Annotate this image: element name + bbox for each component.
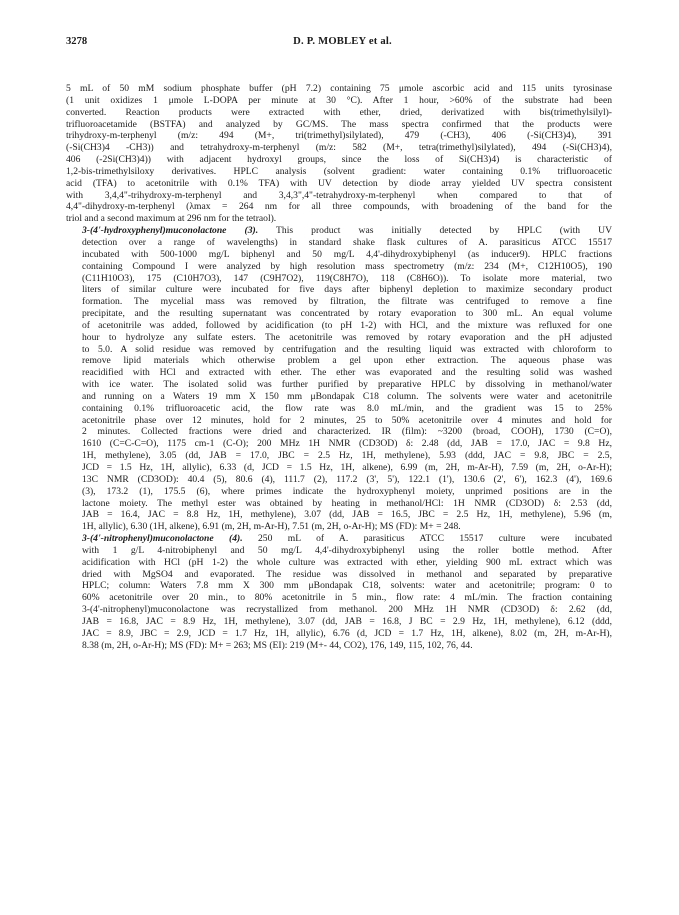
text-line: dried with MgSO4 and evaporated. The residue was dissolved in methanol and separated by preparative: [82, 568, 612, 580]
text-line: liters of similar culture were incubated for five days after biphenyl depletion to maximize secondary product: [82, 284, 612, 296]
text-line: detection over a range of wavelengths) in standard shake flask cultures of A. parasiticus ATCC 15517: [82, 236, 612, 248]
text-line: 406 (-2Si(CH3)4)) with adjacent hydroxyl groups, since the loss of Si(CH3)4) is characteristic of: [66, 154, 612, 166]
text-line: (3), 173.2 (1), 175.5 (6), where primes indicate the hydroxyphenyl moiety, unprimed positions are in the: [82, 485, 612, 497]
text-line: 1H, methylene), 3.05 (dd, JAB = 17.0, JBC = 2.5 Hz, 1H, methylene), 5.93 (ddd, JAC = 9.8, JBC = 2.5,: [82, 450, 612, 462]
text-line: triol and a second maximum at 296 nm for the tetraol).: [66, 213, 277, 225]
text-line: converted. Reaction products were extracted with ether, dried, derivatized with bis(trimethylsilyl)-: [66, 106, 612, 118]
text-line: 1610 (C=C-C=O), 1175 cm-1 (C-O); 200 MHz 1H NMR (CD3OD) δ: 2.48 (dd, JAB = 17.0, JAC = 9.8 Hz,: [82, 438, 612, 450]
text-line: formation. The mycelial mass was removed by filtration, the filtrate was centrifuged to remove a fine: [82, 296, 612, 308]
text-line-continuation: This product was initially detected by HPLC (with UV: [276, 225, 613, 237]
text-line: and running on a Waters 19 mm X 150 mm μBondapak C18 column. The solvents were water and acetonitrile: [82, 390, 612, 402]
text-line: containing Compound I were analyzed by high resolution mass spectrometry (m/z: 234 (M+, C12H10O5), 190: [82, 260, 612, 272]
section-title-nitrophenyl-muconolactone: 3-(4'-nitrophenyl)muconolactone (4).: [82, 533, 243, 545]
text-line: hour to hydrolyze any sulfate esters. The acetonitrile was removed by rotary evaporation and the pH adjusted: [82, 331, 612, 343]
text-line: remove lipid materials which otherwise problem a gel upon ether extraction. The aqueous phase was: [82, 355, 612, 367]
running-head: D. P. MOBLEY et al.: [293, 36, 392, 47]
paragraph-tyrosinase-oxidation: [66, 83, 612, 225]
text-line: JCD = 1.5 Hz, 1H, allylic), 6.33 (d, JCD = 1.5 Hz, 1H, alkene), 6.99 (m, 2H, m-Ar-H), 7.59 (m, 2H, o-Ar-H);: [82, 462, 612, 473]
text-line: 8.38 (m, 2H, o-Ar-H); MS (FD): M+ = 263; MS (EI): 219 (M+- 44, CO2), 176, 149, 115, 102, 76, 44.: [82, 639, 473, 651]
text-line: 2 minutes. Collected fractions were dried and characterized. IR (film): ~3200 (broad, COOH), 1730 (C=O),: [82, 426, 612, 438]
text-line: to 5.0. A solid residue was removed by centrifugation and the resulting liquid was extracted with chloroform to: [82, 343, 612, 355]
text-line: acetonitrile phase over 12 minutes, hold for 2 minutes, 25 to 50% acetonitrile over 4 minutes and hold for: [82, 414, 612, 426]
text-line: HPLC; column: Waters 7.8 mm X 300 mm μBondapak C18, solvents: water and acetonitrile; program: 0 to: [82, 580, 612, 592]
text-line: trifluoroacetamide (BSTFA) and analyzed by GC/MS. The mass spectra confirmed that the products were: [66, 118, 612, 130]
text-line-continuation: 250 mL of A. parasiticus ATCC 15517 culture were incubated: [257, 533, 612, 545]
section-title-hydroxyphenyl-muconolactone: 3-(4'-hydroxyphenyl)muconolactone (3).: [82, 225, 259, 237]
text-line: lactone moiety. The methyl ester was obtained by heating in methanol/HCl: 1H NMR (CD3OD) δ: 2.53 (dd,: [82, 497, 612, 509]
paragraph-hydroxyphenyl-muconolactone: [66, 225, 612, 533]
text-line: JAB = 16.4, JAC = 8.8 Hz, 1H, methylene), 3.07 (dd, JAB = 16.5, JBC = 2.5 Hz, 1H, methylene), 5.96 (m,: [82, 509, 612, 521]
text-line: 4,4"-dihydroxy-m-terphenyl (λmax = 264 nm for all three compounds, with broadening of the band for the: [66, 201, 612, 213]
text-line: JAC = 8.9, JBC = 2.9, JCD = 1.7 Hz, 1H, allylic), 6.76 (d, JCD = 1.7 Hz, 1H, alkene), 8.02 (m, 2H, m-Ar-H),: [82, 627, 612, 639]
text-line: acidification with HCl (pH 1-2) the whole culture was extracted with ether, yielding 900 mL extract which was: [82, 556, 612, 568]
text-line: acid (TFA) to acetonitrile with 0.1% TFA) with UV detection by diode array yielded UV spectra consistent: [66, 177, 612, 189]
text-line: containing 0.1% trifluoroacetic acid, the flow rate was 8.0 mL/min, and the gradient was 15 to 25%: [82, 402, 612, 414]
text-line: 13C NMR (CD3OD): 40.4 (5), 80.6 (4), 111.7 (2), 117.2 (3', 5'), 122.1 (1'), 130.6 (2', 6'), 162.3 (4'), 169.6: [82, 473, 612, 485]
text-line: [66, 533, 612, 545]
text-line: incubated with 500-1000 mg/L biphenyl and 50 mg/L 4,4'-dihydroxybiphenyl (as inducer9). HPLC fractions: [82, 248, 612, 260]
text-line: (C11H10O3), 175 (C10H7O3), 147 (C9H7O2), 119(C8H7O), 118 (C8H6O)). To isolate more material, two: [82, 272, 612, 284]
text-line: of acetonitrile was added, followed by acidification (to pH 1-2) with HCl, and the mixture was refluxed for one: [82, 319, 612, 331]
text-line: 3-(4'-nitrophenyl)muconolactone was recrystallized from methanol. 200 MHz 1H NMR (CD3OD) δ: 2.62 (dd,: [82, 604, 612, 616]
text-line: (-Si(CH3)4 -CH3)) and tetrahydroxy-m-terphenyl (m/z: 582 (M+, tetra(trimethyl)silylated), 494 (-Si(CH3)4),: [66, 142, 612, 154]
text-line: reacidified with HCl and extracted with ether. The ether was evaporated and the resulting solid was washed: [82, 367, 612, 379]
text-line: with 1 g/L 4-nitrobiphenyl and 50 mg/L 4,4'-dihydroxybiphenyl using the roller bottle method. After: [82, 544, 612, 556]
text-line: 1,2-bis-trimethylsiloxy derivatives. HPLC analysis (solvent gradient: water containing 0.1% trifluoroacetic: [66, 165, 612, 177]
page-header: [66, 36, 619, 50]
text-line: with 3,4,4"-trihydroxy-m-terphenyl and 3,4,3",4"-tetrahydroxy-m-terphenyl when compared to that of: [66, 189, 612, 201]
text-line: [66, 225, 612, 237]
text-line: precipitate, and the resulting supernatant was concentrated by rotary evaporation to 300 mL. An equal volume: [82, 308, 612, 320]
text-line: trihydroxy-m-terphenyl (m/z: 494 (M+, tri(trimethyl)silylated), 479 (-CH3), 406 (-Si(CH3)4), 391: [66, 130, 612, 142]
paragraph-nitrophenyl-muconolactone: [66, 533, 612, 651]
page-number: 3278: [66, 36, 88, 47]
text-line: JAB = 16.8, JAC = 8.9 Hz, 1H, methylene), 3.07 (dd, JAB = 16.8, J BC = 2.9 Hz, 1H, methylene), 6.12 (ddd,: [82, 615, 612, 627]
article-body: [66, 83, 612, 652]
text-line: 5 mL of 50 mM sodium phosphate buffer (pH 7.2) containing 75 μmole ascorbic acid and 115 units tyrosinase: [66, 83, 612, 94]
text-line: 1H, allylic), 6.30 (1H, alkene), 6.91 (m, 2H, m-Ar-H), 7.51 (m, 2H, o-Ar-H); MS (FD): M+ = 248.: [82, 521, 461, 533]
text-line: (1 unit oxidizes 1 μmole L-DOPA per minute at 30 °C). After 1 hour, >60% of the substrate had been: [66, 94, 612, 106]
text-line: 60% acetonitrile over 20 min., to 80% acetonitrile in 5 min., flow rate: 4 mL/min. The fraction containing: [82, 592, 612, 604]
text-line: with ice water. The isolated solid was further purified by preparative HPLC by dissolving in methanol/water: [82, 379, 612, 391]
